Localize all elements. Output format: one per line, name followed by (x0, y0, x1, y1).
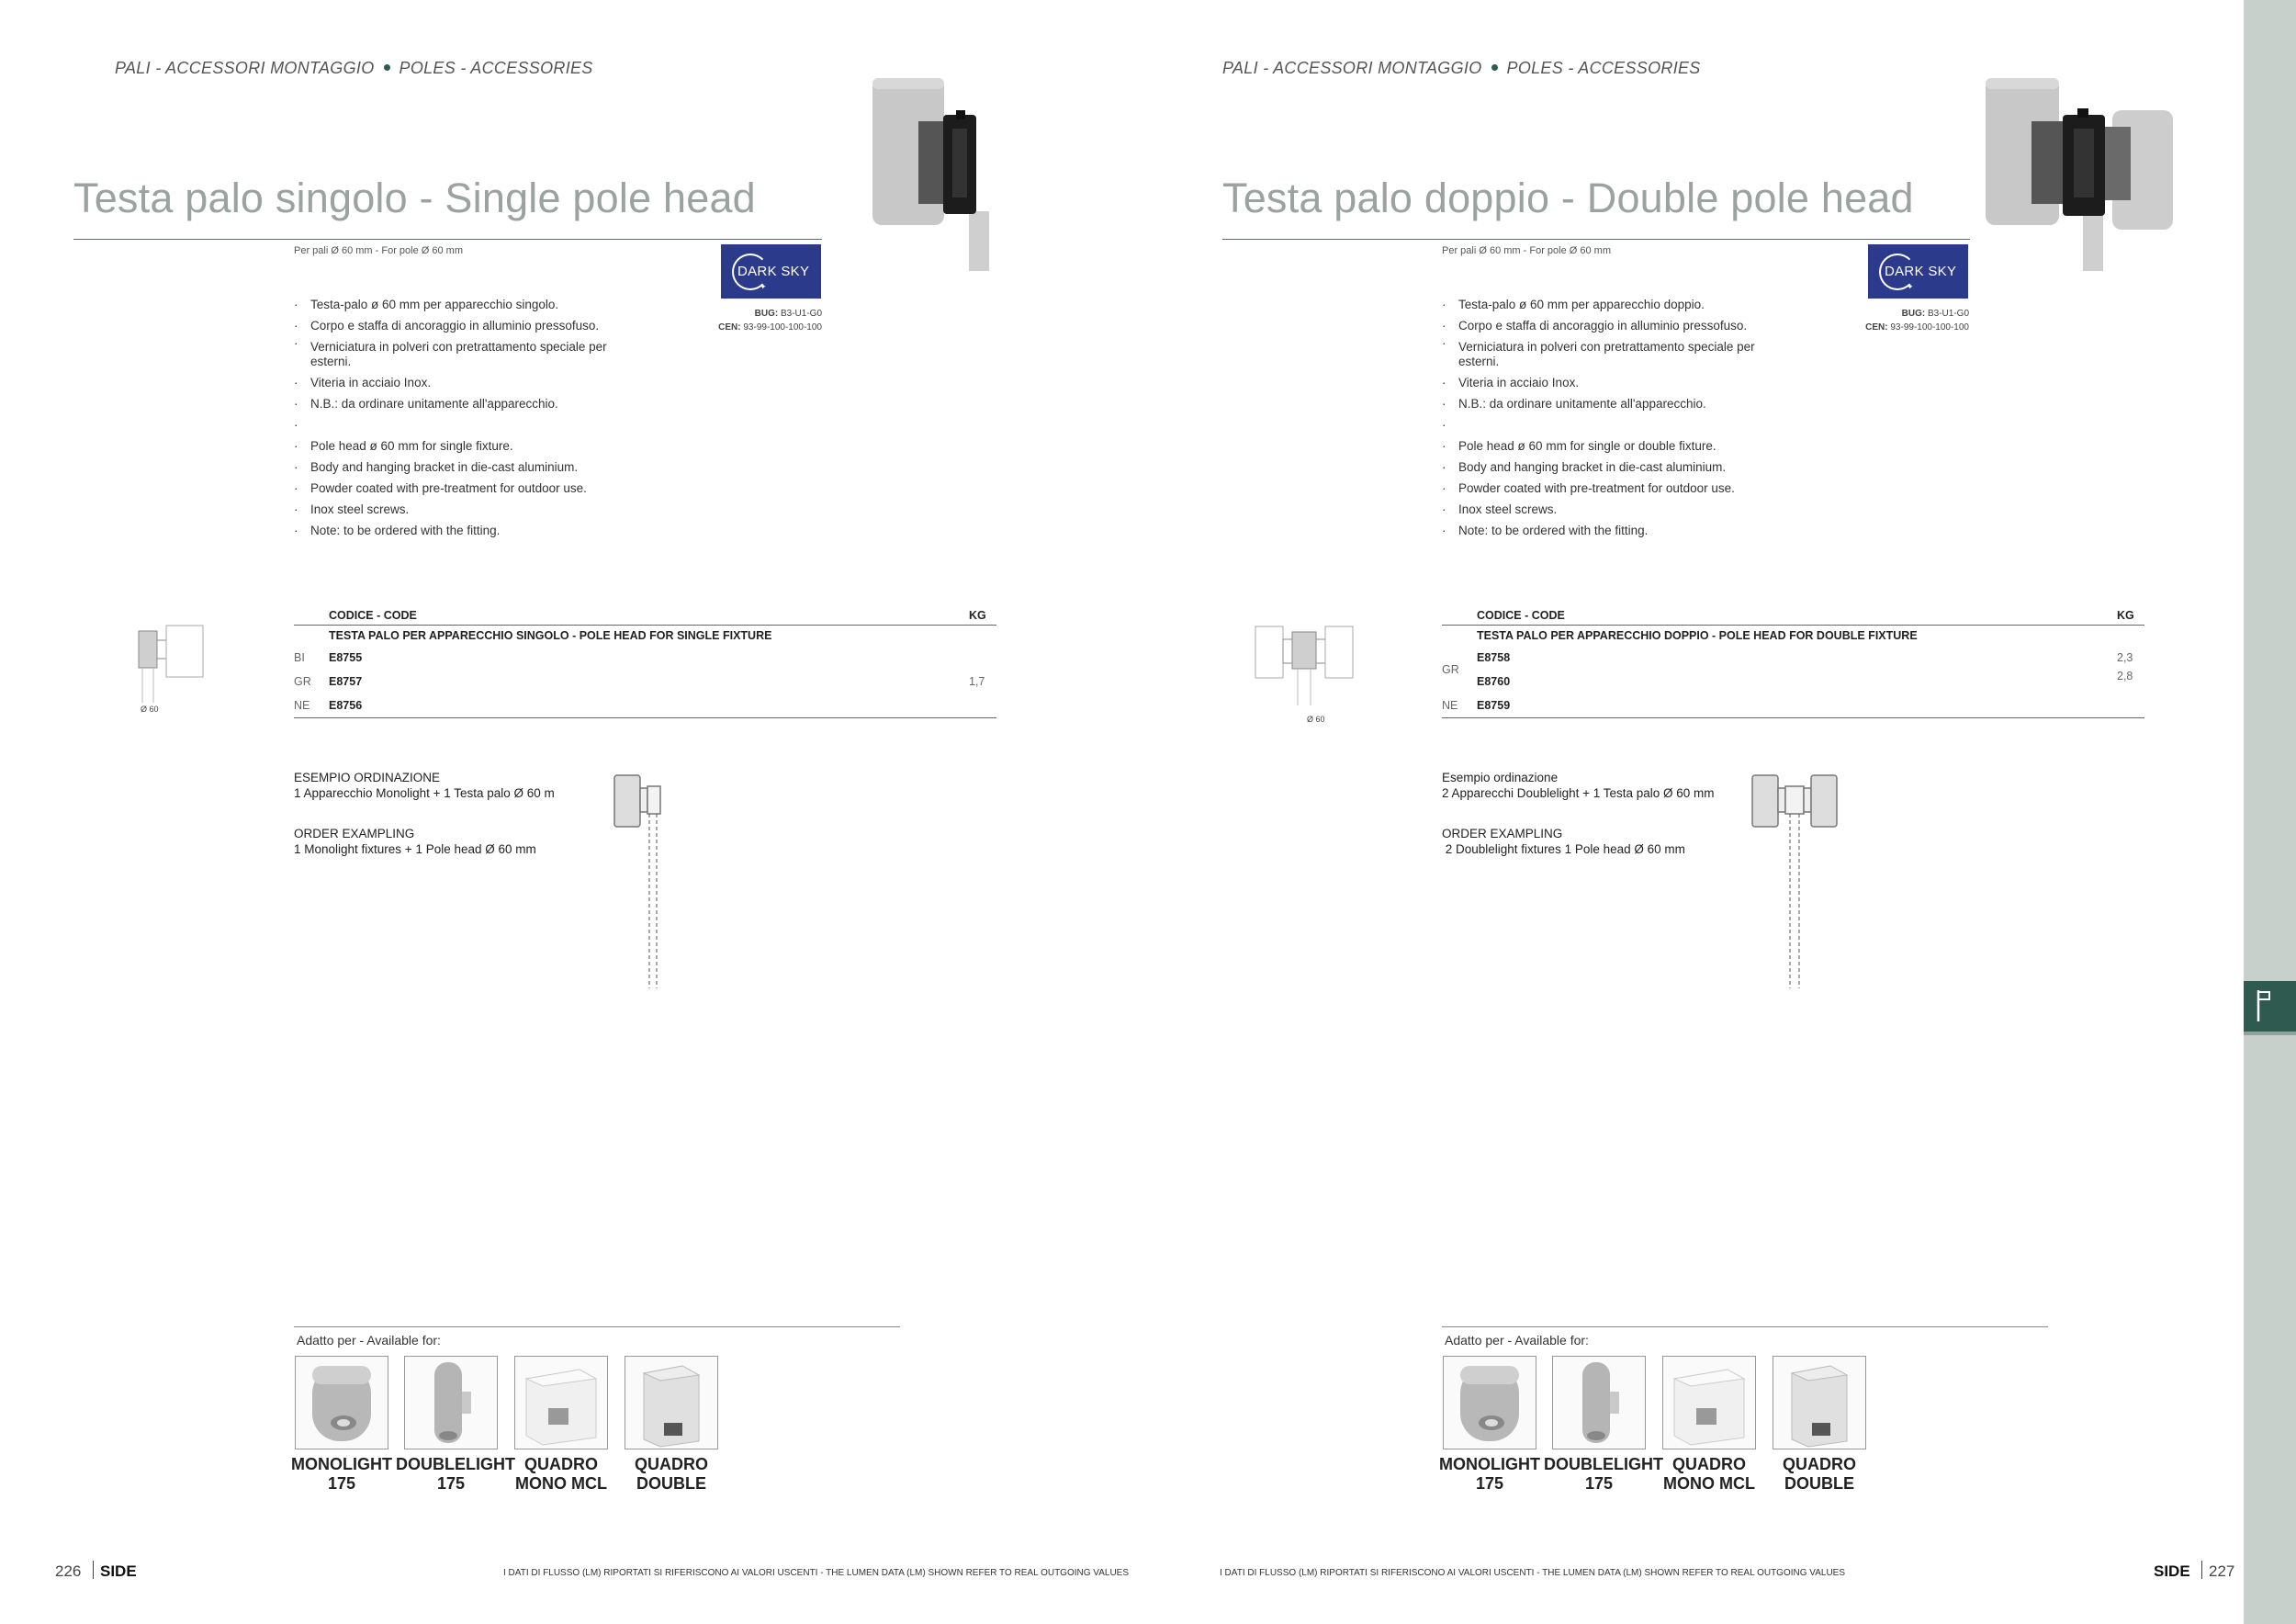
weight-value: 2,8 (2117, 670, 2144, 718)
brand-label: SIDE (100, 1562, 137, 1580)
order-it-text: 2 Apparecchi Doublelight + 1 Testa palo Ø 60 mm (1442, 786, 1715, 800)
page-title: Testa palo singolo - Single pole head (73, 175, 756, 221)
product-variant: 175 (1584, 1474, 1614, 1493)
product-thumb-doublelight[interactable] (1552, 1356, 1646, 1449)
product-name: QUADRO (1783, 1455, 1856, 1473)
product-label (1544, 1455, 1663, 1494)
diameter-label: Ø 60 (1307, 715, 1325, 724)
order-it-title: Esempio ordinazione (1442, 771, 1559, 784)
product-variant: 175 (1475, 1474, 1504, 1493)
diameter-label: Ø 60 (141, 705, 159, 714)
dark-sky-badge (721, 244, 821, 299)
star-icon: ✦ (760, 282, 767, 291)
table-category (1442, 626, 2144, 647)
product-variant: 175 (436, 1474, 466, 1493)
breadcrumb-it: PALI - ACCESSORI MONTAGGIO (1222, 59, 1482, 77)
color-code: GR (1442, 663, 1459, 676)
feature-list (1442, 294, 1791, 541)
pole-diameter-note: Per pali Ø 60 mm - For pole Ø 60 mm (294, 245, 463, 256)
feature-item: · Verniciatura in polveri con pretrattamento speciale per esterni. (1442, 336, 1791, 372)
quadro-double-icon (1773, 1357, 1865, 1449)
product-name: QUADRO (524, 1455, 598, 1473)
title-rule (73, 239, 822, 240)
cen-value: 93-99-100-100-100 (1890, 322, 1969, 333)
feature-item: · Note: to be ordered with the fitting. (1442, 520, 1791, 541)
brand-label: SIDE (2154, 1562, 2190, 1580)
side-tab-marker[interactable] (2244, 981, 2296, 1035)
bug-value: B3-U1-G0 (780, 309, 822, 319)
monolight-icon (1444, 1357, 1536, 1449)
product-variant: 175 (327, 1474, 356, 1493)
bug-label: BUG: (754, 309, 779, 319)
product-thumb-doublelight[interactable] (404, 1356, 498, 1449)
dark-sky-badge (1868, 244, 1968, 299)
list-spacer (1442, 414, 1791, 435)
order-en-title: ORDER EXAMPLING (1442, 827, 1563, 840)
feature-list (294, 294, 643, 541)
feature-item: · Body and hanging bracket in die-cast aluminium. (1442, 457, 1791, 478)
feature-item: · Viteria in acciaio Inox. (294, 372, 643, 393)
doublelight-icon (405, 1357, 497, 1449)
color-code: GR (294, 675, 311, 688)
table-row (294, 646, 996, 670)
list-spacer (294, 414, 643, 435)
product-name: DOUBLELIGHT (1544, 1455, 1663, 1473)
dark-sky-label: DARK SKY (1885, 264, 1957, 279)
header-kg: KG (2117, 606, 2144, 626)
weight-value: 2,3 (2117, 651, 2133, 664)
order-en-text: 2 Doublelight fixtures 1 Pole head Ø 60 mm (1442, 842, 1685, 856)
dark-sky-label: DARK SKY (737, 264, 810, 279)
feature-item: · Testa-palo ø 60 mm per apparecchio singolo. (294, 294, 643, 315)
product-label (616, 1455, 726, 1494)
doublelight-icon (1553, 1357, 1645, 1449)
available-rule (1442, 1326, 2048, 1327)
feature-item: · Testa-palo ø 60 mm per apparecchio doppio. (1442, 294, 1791, 315)
right-page (1148, 0, 2296, 1624)
feature-item: · Verniciatura in polveri con pretrattamento speciale per esterni. (294, 336, 643, 372)
category-label: TESTA PALO PER APPARECCHIO DOPPIO - POLE HEAD FOR DOUBLE FIXTURE (1477, 629, 1918, 642)
product-variant: MONO MCL (1663, 1474, 1755, 1493)
single-pole-head-photo (868, 73, 996, 271)
header-kg: KG (969, 606, 996, 626)
feature-item: · N.B.: da ordinare unitamente all'apparecchio. (1442, 393, 1791, 414)
product-label (506, 1455, 616, 1494)
product-name: MONOLIGHT (291, 1455, 392, 1473)
pole-diameter-note: Per pali Ø 60 mm - For pole Ø 60 mm (1442, 245, 1611, 256)
header-code: CODICE - CODE (1477, 606, 2117, 626)
order-example (1442, 770, 1715, 857)
double-head-drawing (1252, 621, 1380, 713)
bug-label: BUG: (1901, 309, 1926, 319)
table-row (1442, 670, 2144, 694)
product-code: E8755 (329, 651, 363, 664)
order-it-title: ESEMPIO ORDINAZIONE (294, 771, 441, 784)
order-it-text: 1 Apparecchio Monolight + 1 Testa palo Ø 60 m (294, 786, 555, 800)
product-thumb-quadro-mono[interactable] (1662, 1356, 1756, 1449)
page-title: Testa palo doppio - Double pole head (1222, 175, 1914, 221)
product-label (1435, 1455, 1545, 1494)
double-pole-head-photo (1984, 73, 2177, 271)
product-code: E8758 (1477, 651, 1511, 664)
pole-flag-icon (2244, 981, 2296, 1032)
feature-item: · Corpo e staffa di ancoraggio in alluminio pressofuso. (1442, 315, 1791, 336)
available-label: Adatto per - Available for: (297, 1333, 441, 1348)
header-code: CODICE - CODE (329, 606, 969, 626)
table-header (294, 606, 996, 626)
product-name: QUADRO (1672, 1455, 1746, 1473)
bug-cen-ratings (675, 307, 822, 334)
feature-item: · Powder coated with pre-treatment for outdoor use. (294, 478, 643, 499)
table-row (1442, 646, 2144, 670)
cen-label: CEN: (1865, 322, 1888, 333)
star-icon: ✦ (1907, 282, 1914, 291)
cen-label: CEN: (718, 322, 741, 333)
feature-item: · Pole head ø 60 mm for single or double fixture. (1442, 435, 1791, 457)
feature-item: · Powder coated with pre-treatment for outdoor use. (1442, 478, 1791, 499)
breadcrumb (115, 59, 593, 78)
breadcrumb-en: POLES - ACCESSORIES (1506, 59, 1701, 77)
product-label (287, 1455, 397, 1494)
footer-note: I DATI DI FLUSSO (LM) RIPORTATI SI RIFERISCONO AI VALORI USCENTI - THE LUMEN DATA (LM) SHOWN REFER TO REAL OUTGOING VALUES (1220, 1568, 1846, 1578)
bug-value: B3-U1-G0 (1927, 309, 1969, 319)
color-code: BI (294, 651, 305, 664)
product-thumb-monolight[interactable] (295, 1356, 388, 1449)
breadcrumb-en: POLES - ACCESSORIES (399, 59, 593, 77)
order-en-text: 1 Monolight fixtures + 1 Pole head Ø 60 mm (294, 842, 536, 856)
product-thumb-quadro-double[interactable] (1773, 1356, 1866, 1449)
product-name: MONOLIGHT (1439, 1455, 1540, 1473)
product-code: E8757 (329, 675, 363, 688)
product-code: E8760 (1477, 675, 1511, 688)
code-table (1442, 606, 2144, 718)
quadro-double-icon (625, 1357, 717, 1449)
feature-item: · Inox steel screws. (294, 499, 643, 520)
breadcrumb-dot (384, 64, 390, 71)
side-tab-strip (2244, 0, 2296, 1624)
feature-item: · Note: to be ordered with the fitting. (294, 520, 643, 541)
single-head-drawing (133, 620, 211, 707)
category-label: TESTA PALO PER APPARECCHIO SINGOLO - POLE HEAD FOR SINGLE FIXTURE (329, 629, 772, 642)
order-example-drawing (611, 773, 675, 989)
feature-item: · Body and hanging bracket in die-cast aluminium. (294, 457, 643, 478)
table-category (294, 626, 996, 647)
feature-item: · Pole head ø 60 mm for single fixture. (294, 435, 643, 457)
quadro-mono-icon (515, 1357, 607, 1449)
footer-divider (2201, 1561, 2202, 1579)
feature-item: · Inox steel screws. (1442, 499, 1791, 520)
order-example (294, 770, 555, 857)
cen-value: 93-99-100-100-100 (743, 322, 822, 333)
product-variant: DOUBLE (1784, 1474, 1854, 1493)
title-rule (1222, 239, 1970, 240)
code-table (294, 606, 996, 718)
table-header (1442, 606, 2144, 626)
feature-item: · Viteria in acciaio Inox. (1442, 372, 1791, 393)
feature-item: · N.B.: da ordinare unitamente all'apparecchio. (294, 393, 643, 414)
table-row (1442, 694, 2144, 718)
weight-value: 1,7 (969, 675, 985, 688)
breadcrumb-dot (1491, 64, 1498, 71)
product-label (1764, 1455, 1874, 1494)
product-variant: DOUBLE (636, 1474, 706, 1493)
breadcrumb-it: PALI - ACCESSORI MONTAGGIO (115, 59, 375, 77)
table-row (294, 670, 996, 694)
color-code: NE (294, 694, 329, 718)
product-label (396, 1455, 515, 1494)
product-code: E8759 (1477, 694, 2117, 718)
product-thumb-quadro-double[interactable] (625, 1356, 718, 1449)
page-number: 226 (55, 1562, 82, 1580)
available-rule (294, 1326, 900, 1327)
breadcrumb (1222, 59, 1701, 78)
quadro-mono-icon (1663, 1357, 1755, 1449)
product-code: E8756 (329, 694, 969, 718)
product-name: DOUBLELIGHT (396, 1455, 515, 1473)
order-example-drawing (1750, 773, 1869, 989)
color-code: NE (1442, 694, 1477, 718)
available-label: Adatto per - Available for: (1445, 1333, 1589, 1348)
footer-divider (93, 1561, 94, 1579)
footer-note: I DATI DI FLUSSO (LM) RIPORTATI SI RIFERISCONO AI VALORI USCENTI - THE LUMEN DATA (LM) SHOWN REFER TO REAL OUTGOING VALUES (503, 1568, 1130, 1578)
page-number: 227 (2209, 1562, 2235, 1580)
order-en-title: ORDER EXAMPLING (294, 827, 415, 840)
product-variant: MONO MCL (515, 1474, 607, 1493)
table-row (294, 694, 996, 718)
product-name: QUADRO (635, 1455, 708, 1473)
product-label (1654, 1455, 1764, 1494)
product-thumb-quadro-mono[interactable] (514, 1356, 608, 1449)
product-thumb-monolight[interactable] (1443, 1356, 1536, 1449)
feature-item: · Corpo e staffa di ancoraggio in alluminio pressofuso. (294, 315, 643, 336)
bug-cen-ratings (1822, 307, 1969, 334)
monolight-icon (296, 1357, 388, 1449)
